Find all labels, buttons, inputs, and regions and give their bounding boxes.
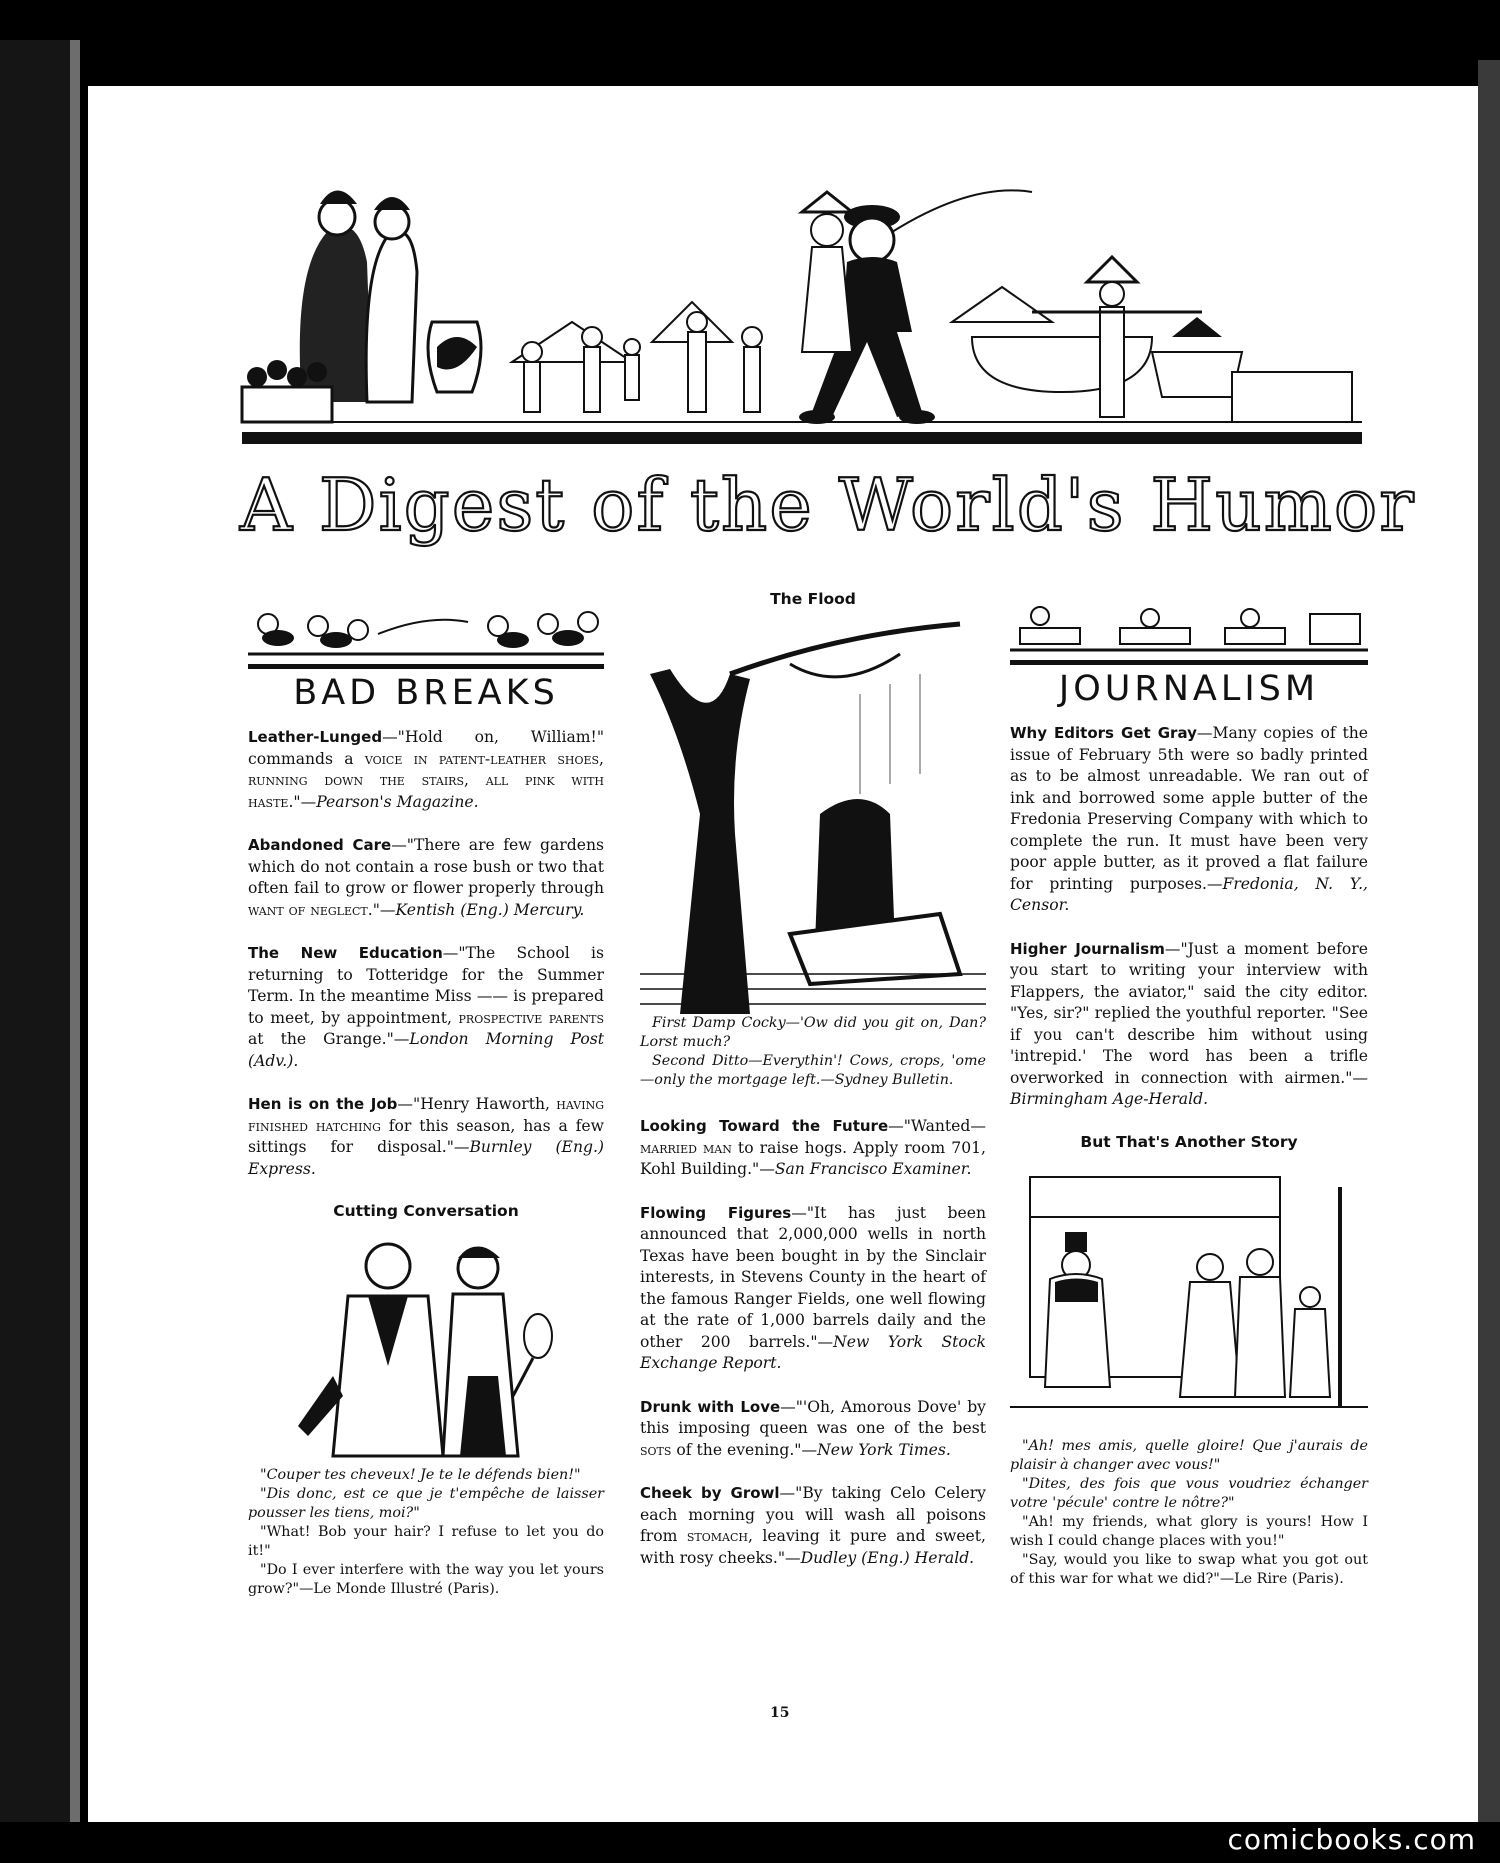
caption-line: "Dis donc, est ce que je t'empêche de laisser pousser les tiens, moi?" bbox=[248, 1486, 604, 1521]
caption-line: "Say, would you like to swap what you got out of this war for what we did?"—Le Rire (Paris). bbox=[1010, 1551, 1368, 1587]
article-cheek-by-growl: Cheek by Growl—"By taking Celo Celery each morning you will wash all poisons from stomach, leaving it pure and sweet, with rosy cheeks."—Dudley (Eng.) Herald. bbox=[640, 1484, 987, 1567]
figure-title-another-story: But That's Another Story bbox=[1080, 1132, 1298, 1151]
newsroom-illustration bbox=[1010, 600, 1368, 656]
article-drunk-with-love: Drunk with Love—"'Oh, Amorous Dove' by this imposing queen was one of the best sots of the evening."—New York Times. bbox=[640, 1397, 986, 1459]
caption-line: Second Ditto—Everythin'! Cows, crops, 'ome—only the mortgage left.—Sydney Bulletin. bbox=[640, 1053, 986, 1088]
article-looking-toward-future: Looking Toward the Future—"Wanted—married man to raise hogs. Apply room 701, Kohl Building."—San Francisco Examiner. bbox=[640, 1117, 987, 1178]
bad-breaks-column bbox=[248, 604, 604, 1599]
caption-line: "Do I ever interfere with the way you let yours grow?"—Le Monde Illustré (Paris). bbox=[248, 1562, 604, 1597]
banner-illustration bbox=[152, 122, 1364, 454]
article-flowing-figures: Flowing Figures—"It has just been announced that 2,000,000 wells in north Texas have been bought in by the Sinclair interests, in Stevens County in the heart of the famous Ranger Fields, one well flowing at the rate of 1,000 barrels daily and the other 200 barrels."—New York Stock Exchange Report. bbox=[640, 1203, 987, 1372]
article-leather-lunged: Leather-Lunged—"Hold on, William!" commands a voice in patent-leather shoes, running down the stairs, all pink with haste."—Pearson's Magazine. bbox=[248, 728, 604, 811]
caption-line: "Couper tes cheveux! Je te le défends bien!" bbox=[260, 1467, 581, 1483]
figure-title-the-flood: The Flood bbox=[770, 590, 856, 608]
article-new-education: The New Education—"The School is returning to Totteridge for the Summer Term. In the meantime Miss —— is prepared to meet, by appointment, prospective parents at the Grange."—London Morning Post (Adv.). bbox=[248, 944, 605, 1070]
book-binding bbox=[0, 40, 80, 1822]
tumbling-figures-illustration bbox=[248, 604, 604, 660]
caption-line: "Ah! mes amis, quelle gloire! Que j'aurais de plaisir à changer avec vous!" bbox=[1010, 1437, 1368, 1473]
caption-line: First Damp Cocky—'Ow did you git on, Dan? Lorst much? bbox=[640, 1015, 986, 1050]
cutting-conversation-illustration bbox=[248, 1226, 604, 1466]
article-higher-journalism: Higher Journalism—"Just a moment before you start to writing your interview with Flappers, the aviator," said the city editor. "Yes, sir?" replied the youthful reporter. "See if you can't describe him without using 'intrepid.' The word has been a trifle overworked in connection with airmen."—Birmingham Age-Herald. bbox=[1010, 939, 1368, 1108]
the-flood-illustration bbox=[640, 614, 986, 1014]
article-why-editors-get-gray: Why Editors Get Gray—Many copies of the issue of February 5th were so badly printed as to be almost unreadable. We ran out of ink and borrowed some apple butter of the Fredonia Preserving Company with which to complete the run. It must have been very poor apple butter, as it proved a flat failure for printing purposes.—Fredonia, N. Y., Censor. bbox=[1010, 724, 1368, 914]
masthead-title: A Digest of the World's Humor bbox=[240, 463, 1416, 547]
article-hen-on-job: Hen is on the Job—"Henry Haworth, having finished hatching for this season, has a few sittings for disposal."—Burnley (Eng.) Express. bbox=[248, 1095, 605, 1178]
another-story-illustration bbox=[1010, 1157, 1368, 1437]
article-abandoned-care: Abandoned Care—"There are few gardens which do not contain a rose bush or two that often fail to grow or flower properly through want of neglect."—Kentish (Eng.) Mercury. bbox=[248, 836, 604, 919]
section-title-bad-breaks: BAD BREAKS bbox=[248, 664, 604, 713]
journalism-column bbox=[1010, 590, 1368, 1589]
middle-column bbox=[640, 590, 986, 1591]
caption-line: "Ah! my friends, what glory is yours! How I wish I could change places with you!" bbox=[1010, 1513, 1368, 1549]
watermark: comicbooks.com bbox=[1227, 1823, 1476, 1856]
caption-line: "What! Bob your hair? I refuse to let you do it!" bbox=[248, 1524, 604, 1559]
figure-title-cutting-conversation: Cutting Conversation bbox=[333, 1202, 519, 1220]
caption-line: "Dites, des fois que vous voudriez échanger votre 'pécule' contre le nôtre?" bbox=[1010, 1475, 1368, 1511]
page-edge bbox=[1478, 60, 1500, 1822]
section-title-journalism: JOURNALISM bbox=[1010, 660, 1368, 709]
page-number: 15 bbox=[770, 1705, 790, 1721]
scan-border-top bbox=[0, 0, 1500, 86]
